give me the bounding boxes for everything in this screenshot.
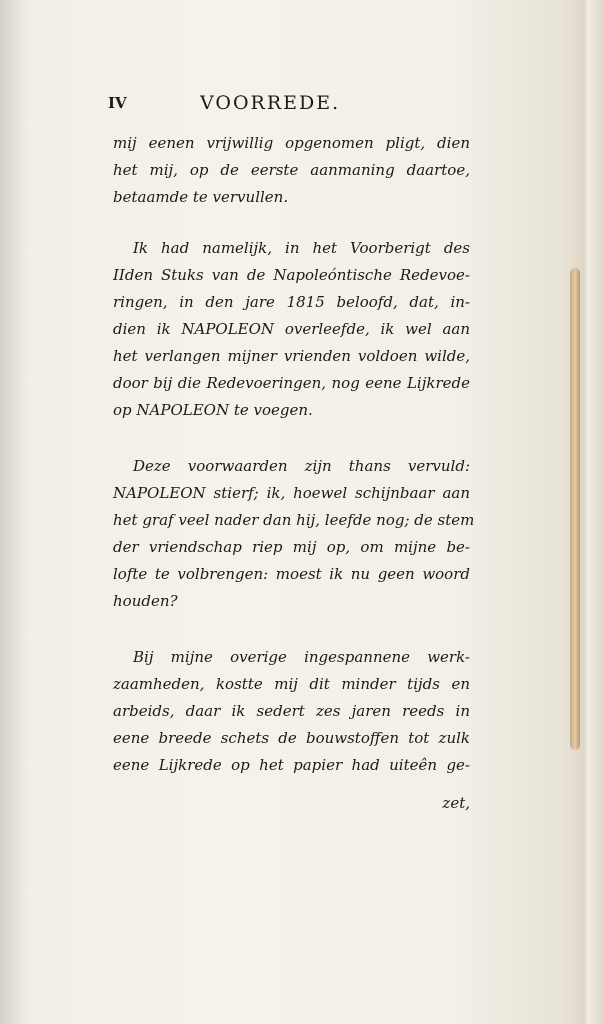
- paper-tab-strip: [570, 268, 580, 750]
- text-line: het mij, op de eerste aanmaning daartoe,: [113, 161, 470, 179]
- text-line: IIden Stuks van de Napoleóntische Redevoe-: [113, 266, 470, 284]
- text-line: houden?: [113, 592, 178, 610]
- catchword: zet,: [442, 794, 470, 812]
- text-line: NAPOLEON stierf; ik, hoewel schijnbaar aan: [113, 484, 470, 502]
- text-line: ringen, in den jare 1815 beloofd, dat, in-: [113, 293, 470, 311]
- text-line: Ik had namelijk, in het Voorberigt des: [133, 239, 470, 257]
- text-line: arbeids, daar ik sedert zes jaren reeds in: [113, 702, 470, 720]
- page-header: [108, 92, 478, 120]
- page-number: IV: [108, 94, 127, 112]
- text-line: lofte te volbrengen: moest ik nu geen woord: [113, 565, 470, 583]
- text-line: dien ik NAPOLEON overleefde, ik wel aan: [113, 320, 470, 338]
- running-head: VOORREDE.: [200, 92, 341, 114]
- text-line: der vriendschap riep mij op, om mijne be-: [113, 538, 470, 556]
- text-line: het verlangen mijner vrienden voldoen wilde,: [113, 347, 470, 365]
- text-line: eene breede schets de bouwstoffen tot zulk: [113, 729, 470, 747]
- text-line: op NAPOLEON te voegen.: [113, 401, 313, 419]
- text-line: zaamheden, kostte mij dit minder tijds en: [113, 675, 470, 693]
- gutter-shadow: [0, 0, 28, 1024]
- text-line: Deze voorwaarden zijn thans vervuld:: [133, 457, 470, 475]
- text-line: Bij mijne overige ingespannene werk-: [133, 648, 470, 666]
- text-line: eene Lijkrede op het papier had uiteên ge-: [113, 756, 470, 774]
- text-line: betaamde te vervullen.: [113, 188, 289, 206]
- text-line: door bij die Redevoeringen, nog eene Lijkrede: [113, 374, 470, 392]
- text-line: mij eenen vrijwillig opgenomen pligt, dien: [113, 134, 470, 152]
- text-line: het graf veel nader dan hij, leefde nog; de stem: [113, 511, 475, 529]
